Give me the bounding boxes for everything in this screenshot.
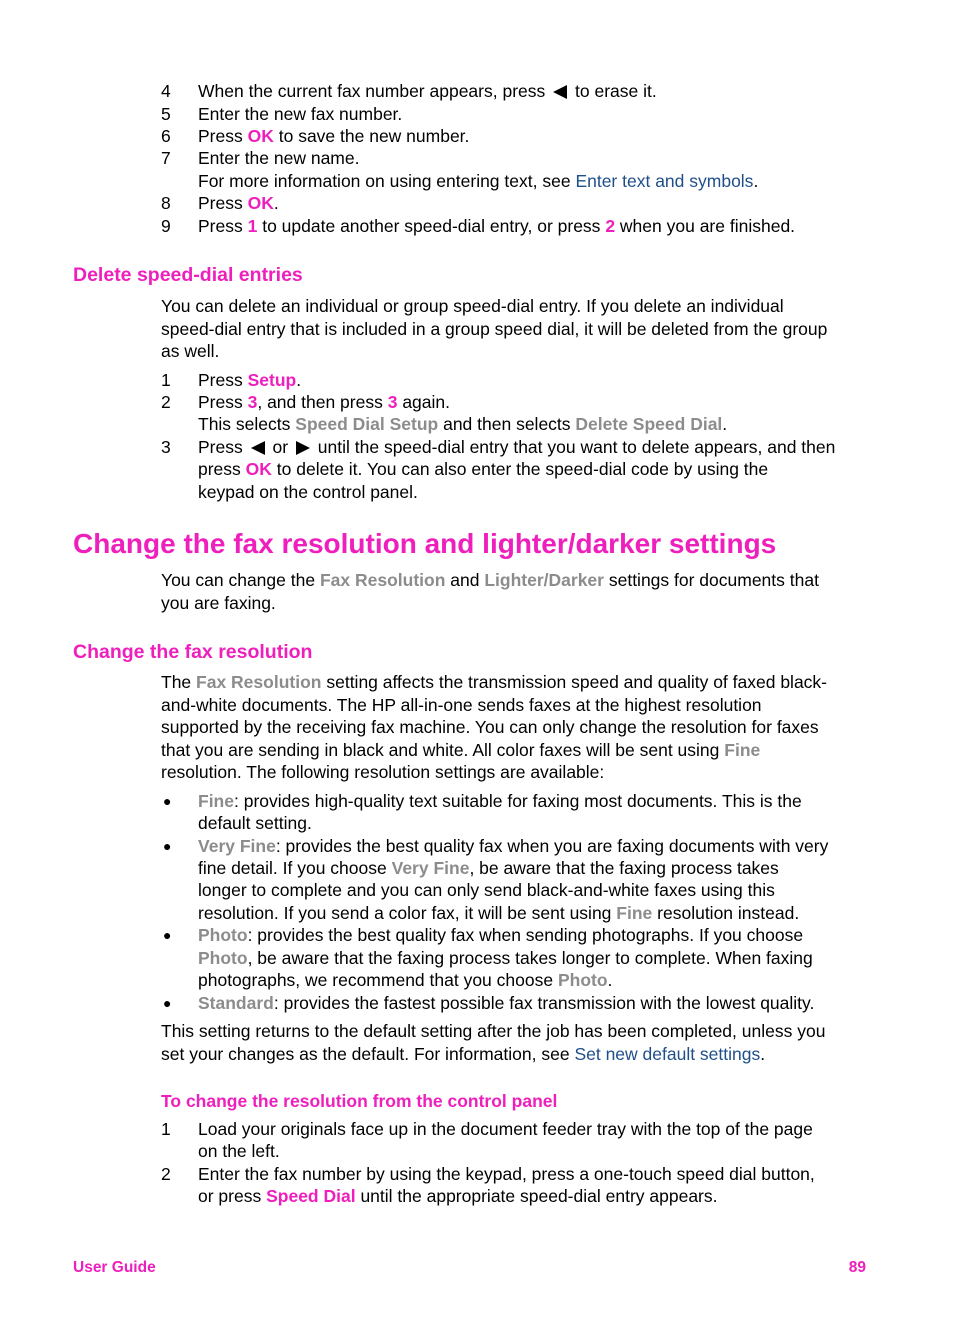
menu-speed-dial-setup: Speed Dial Setup: [295, 414, 439, 434]
speed-dial-key: Speed Dial: [266, 1186, 356, 1206]
bullet-icon: ●: [163, 793, 172, 809]
proc-step-1-line-2: on the left.: [198, 1141, 280, 1161]
ok-key: OK: [247, 193, 274, 213]
res-para-4: that you are sending in black and white. All color faxes will be sent using Fine: [161, 740, 761, 760]
ok-key: OK: [245, 459, 272, 479]
bullet-icon: ●: [163, 838, 172, 854]
bullet-very-fine-2: fine detail. If you choose Very Fine, be aware that the faxing process takes: [198, 858, 779, 878]
setting-fine: Fine: [724, 740, 761, 760]
key-3: 3: [247, 392, 258, 412]
setup-key: Setup: [247, 370, 297, 390]
bullet-fine-2: default setting.: [198, 813, 312, 833]
res-after-2: set your changes as the default. For information, see Set new default settings.: [161, 1044, 766, 1064]
key-1: 1: [247, 216, 258, 236]
bullet-photo-3: photographs, we recommend that you choose Photo.: [198, 970, 613, 990]
footer-title: User Guide: [73, 1259, 156, 1276]
delete-intro-2: speed-dial entry that is included in a group speed dial, it will be deleted from the group: [161, 319, 828, 339]
res-after-1: This setting returns to the default setting after the job has been completed, unless you: [161, 1021, 826, 1041]
procedure-heading: To change the resolution from the control panel: [161, 1091, 558, 1111]
delete-step-3-line-3: keypad on the control panel.: [198, 482, 418, 502]
setting-photo: Photo: [198, 925, 248, 945]
menu-fax-resolution: Fax Resolution: [196, 672, 322, 692]
left-arrow-icon: [251, 441, 265, 455]
setting-very-fine: Very Fine: [391, 858, 470, 878]
res-para-1: The Fax Resolution setting affects the transmission speed and quality of faxed black-: [161, 672, 827, 692]
right-arrow-icon: [296, 441, 310, 455]
delete-intro-3: as well.: [161, 341, 220, 361]
proc-step-2-line-2: or press Speed Dial until the appropriate speed-dial entry appears.: [198, 1186, 718, 1206]
res-para-2: and-white documents. The HP all-in-one sends faxes at the highest resolution: [161, 695, 762, 715]
bullet-very-fine-3: longer to complete and you can only send black-and-white faxes using this: [198, 880, 775, 900]
menu-delete-speed-dial: Delete Speed Dial: [575, 414, 723, 434]
delete-step-2-note: This selects Speed Dial Setup and then selects Delete Speed Dial.: [198, 414, 728, 434]
delete-intro-1: You can delete an individual or group speed-dial entry. If you delete an individual: [161, 296, 784, 316]
bullet-icon: ●: [163, 927, 172, 943]
delete-heading: Delete speed-dial entries: [73, 264, 303, 286]
key-3: 3: [387, 392, 398, 412]
res-para-5: resolution. The following resolution settings are available:: [161, 762, 605, 782]
step-7-note: For more information on using entering text, see Enter text and symbols.: [198, 171, 759, 191]
main-intro-2: you are faxing.: [161, 593, 276, 613]
key-2: 2: [605, 216, 616, 236]
delete-step-3-line-2: press OK to delete it. You can also enter the speed-dial code by using the: [198, 459, 769, 479]
ok-key: OK: [247, 126, 274, 146]
bullet-icon: ●: [163, 995, 172, 1011]
res-para-3: supported by the receiving fax machine. You can only change the resolution for faxes: [161, 717, 819, 737]
setting-photo: Photo: [198, 948, 248, 968]
bullet-very-fine-4: resolution. If you send a color fax, it will be sent using Fine resolution instead.: [198, 903, 800, 923]
main-intro-1: You can change the Fax Resolution and Lighter/Darker settings for documents that: [161, 570, 819, 590]
main-heading: Change the fax resolution and lighter/darker settings: [73, 528, 777, 559]
bullet-photo-1: Photo: provides the best quality fax when sending photographs. If you choose: [198, 925, 804, 945]
menu-lighter-darker: Lighter/Darker: [484, 570, 604, 590]
bullet-photo-2: Photo, be aware that the faxing process takes longer to complete. When faxing: [198, 948, 813, 968]
setting-fine: Fine: [198, 791, 234, 811]
left-arrow-icon: [553, 85, 567, 99]
menu-fax-resolution: Fax Resolution: [319, 570, 446, 590]
bullet-fine-1: Fine: provides high-quality text suitable for faxing most documents. This is the: [198, 791, 802, 811]
setting-fine: Fine: [616, 903, 653, 923]
setting-very-fine: Very Fine: [198, 836, 276, 856]
enter-text-link[interactable]: Enter text and symbols: [575, 171, 754, 191]
page-number: 89: [848, 1259, 866, 1276]
set-default-settings-link[interactable]: Set new default settings: [574, 1044, 761, 1064]
resolution-heading: Change the fax resolution: [73, 641, 313, 663]
setting-standard: Standard: [198, 993, 274, 1013]
bullet-very-fine-1: Very Fine: provides the best quality fax when you are faxing documents with very: [198, 836, 829, 856]
setting-photo: Photo: [557, 970, 608, 990]
bullet-standard: Standard: provides the fastest possible fax transmission with the lowest quality.: [198, 993, 815, 1013]
